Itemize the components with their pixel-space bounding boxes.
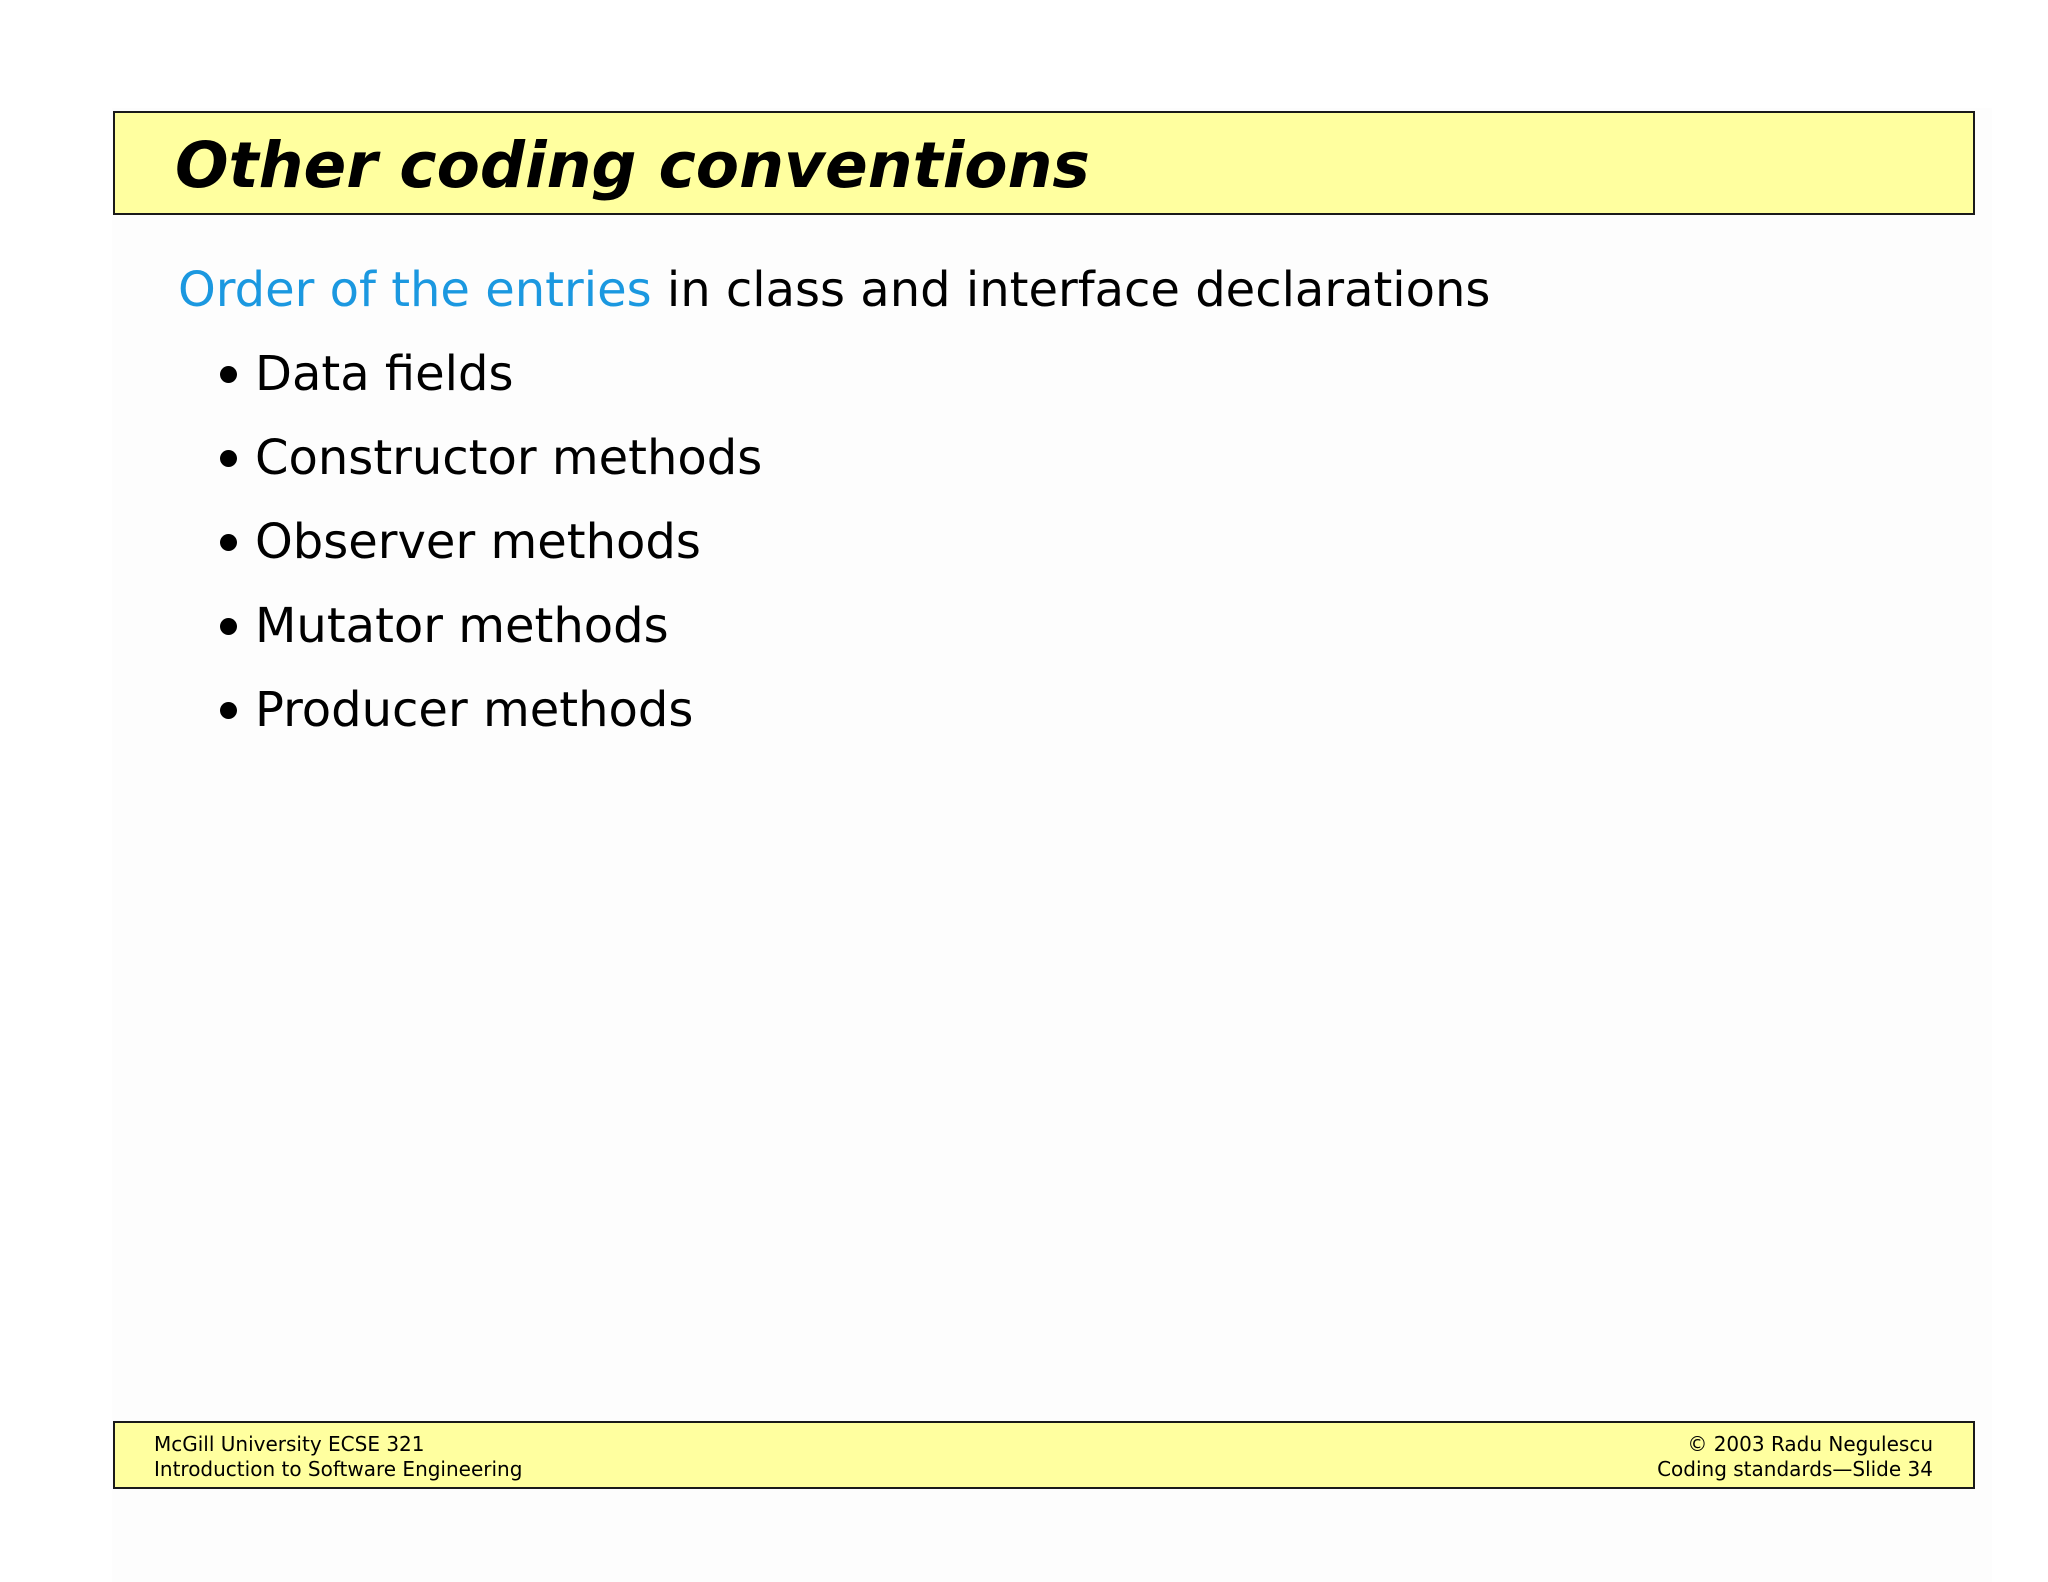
bullet-item: [220, 592, 1490, 660]
lead-highlight-text: Order of the entries: [178, 262, 652, 318]
lead-line: [178, 256, 1490, 324]
title-banner: [113, 111, 1975, 215]
bullet-dot-icon: [220, 366, 237, 383]
bullet-dot-icon: [220, 450, 237, 467]
slide-title: Other coding conventions: [175, 129, 1090, 202]
footer-right: [1657, 1432, 1933, 1482]
footer-left: [154, 1432, 522, 1482]
footer-banner: [113, 1421, 1975, 1489]
bullet-item: [220, 508, 1490, 576]
bullet-item: [220, 424, 1490, 492]
bullet-item: [220, 676, 1490, 744]
footer-course: McGill University ECSE 321: [154, 1432, 425, 1456]
bullet-text: Data fields: [255, 346, 514, 402]
slide-content: [178, 256, 1490, 744]
footer-copyright: © 2003 Radu Negulescu: [1687, 1432, 1933, 1456]
bullet-text: Constructor methods: [255, 430, 763, 486]
lead-rest-text: in class and interface declarations: [651, 262, 1491, 318]
bullet-text: Mutator methods: [255, 598, 669, 654]
footer-slide-number: Coding standards—Slide 34: [1657, 1457, 1933, 1481]
footer-course-title: Introduction to Software Engineering: [154, 1457, 523, 1481]
bullet-dot-icon: [220, 618, 237, 635]
bullet-text: Observer methods: [255, 514, 701, 570]
bullet-dot-icon: [220, 534, 237, 551]
bullet-list: [220, 340, 1490, 744]
bullet-item: [220, 340, 1490, 408]
bullet-dot-icon: [220, 702, 237, 719]
bullet-text: Producer methods: [255, 682, 694, 738]
